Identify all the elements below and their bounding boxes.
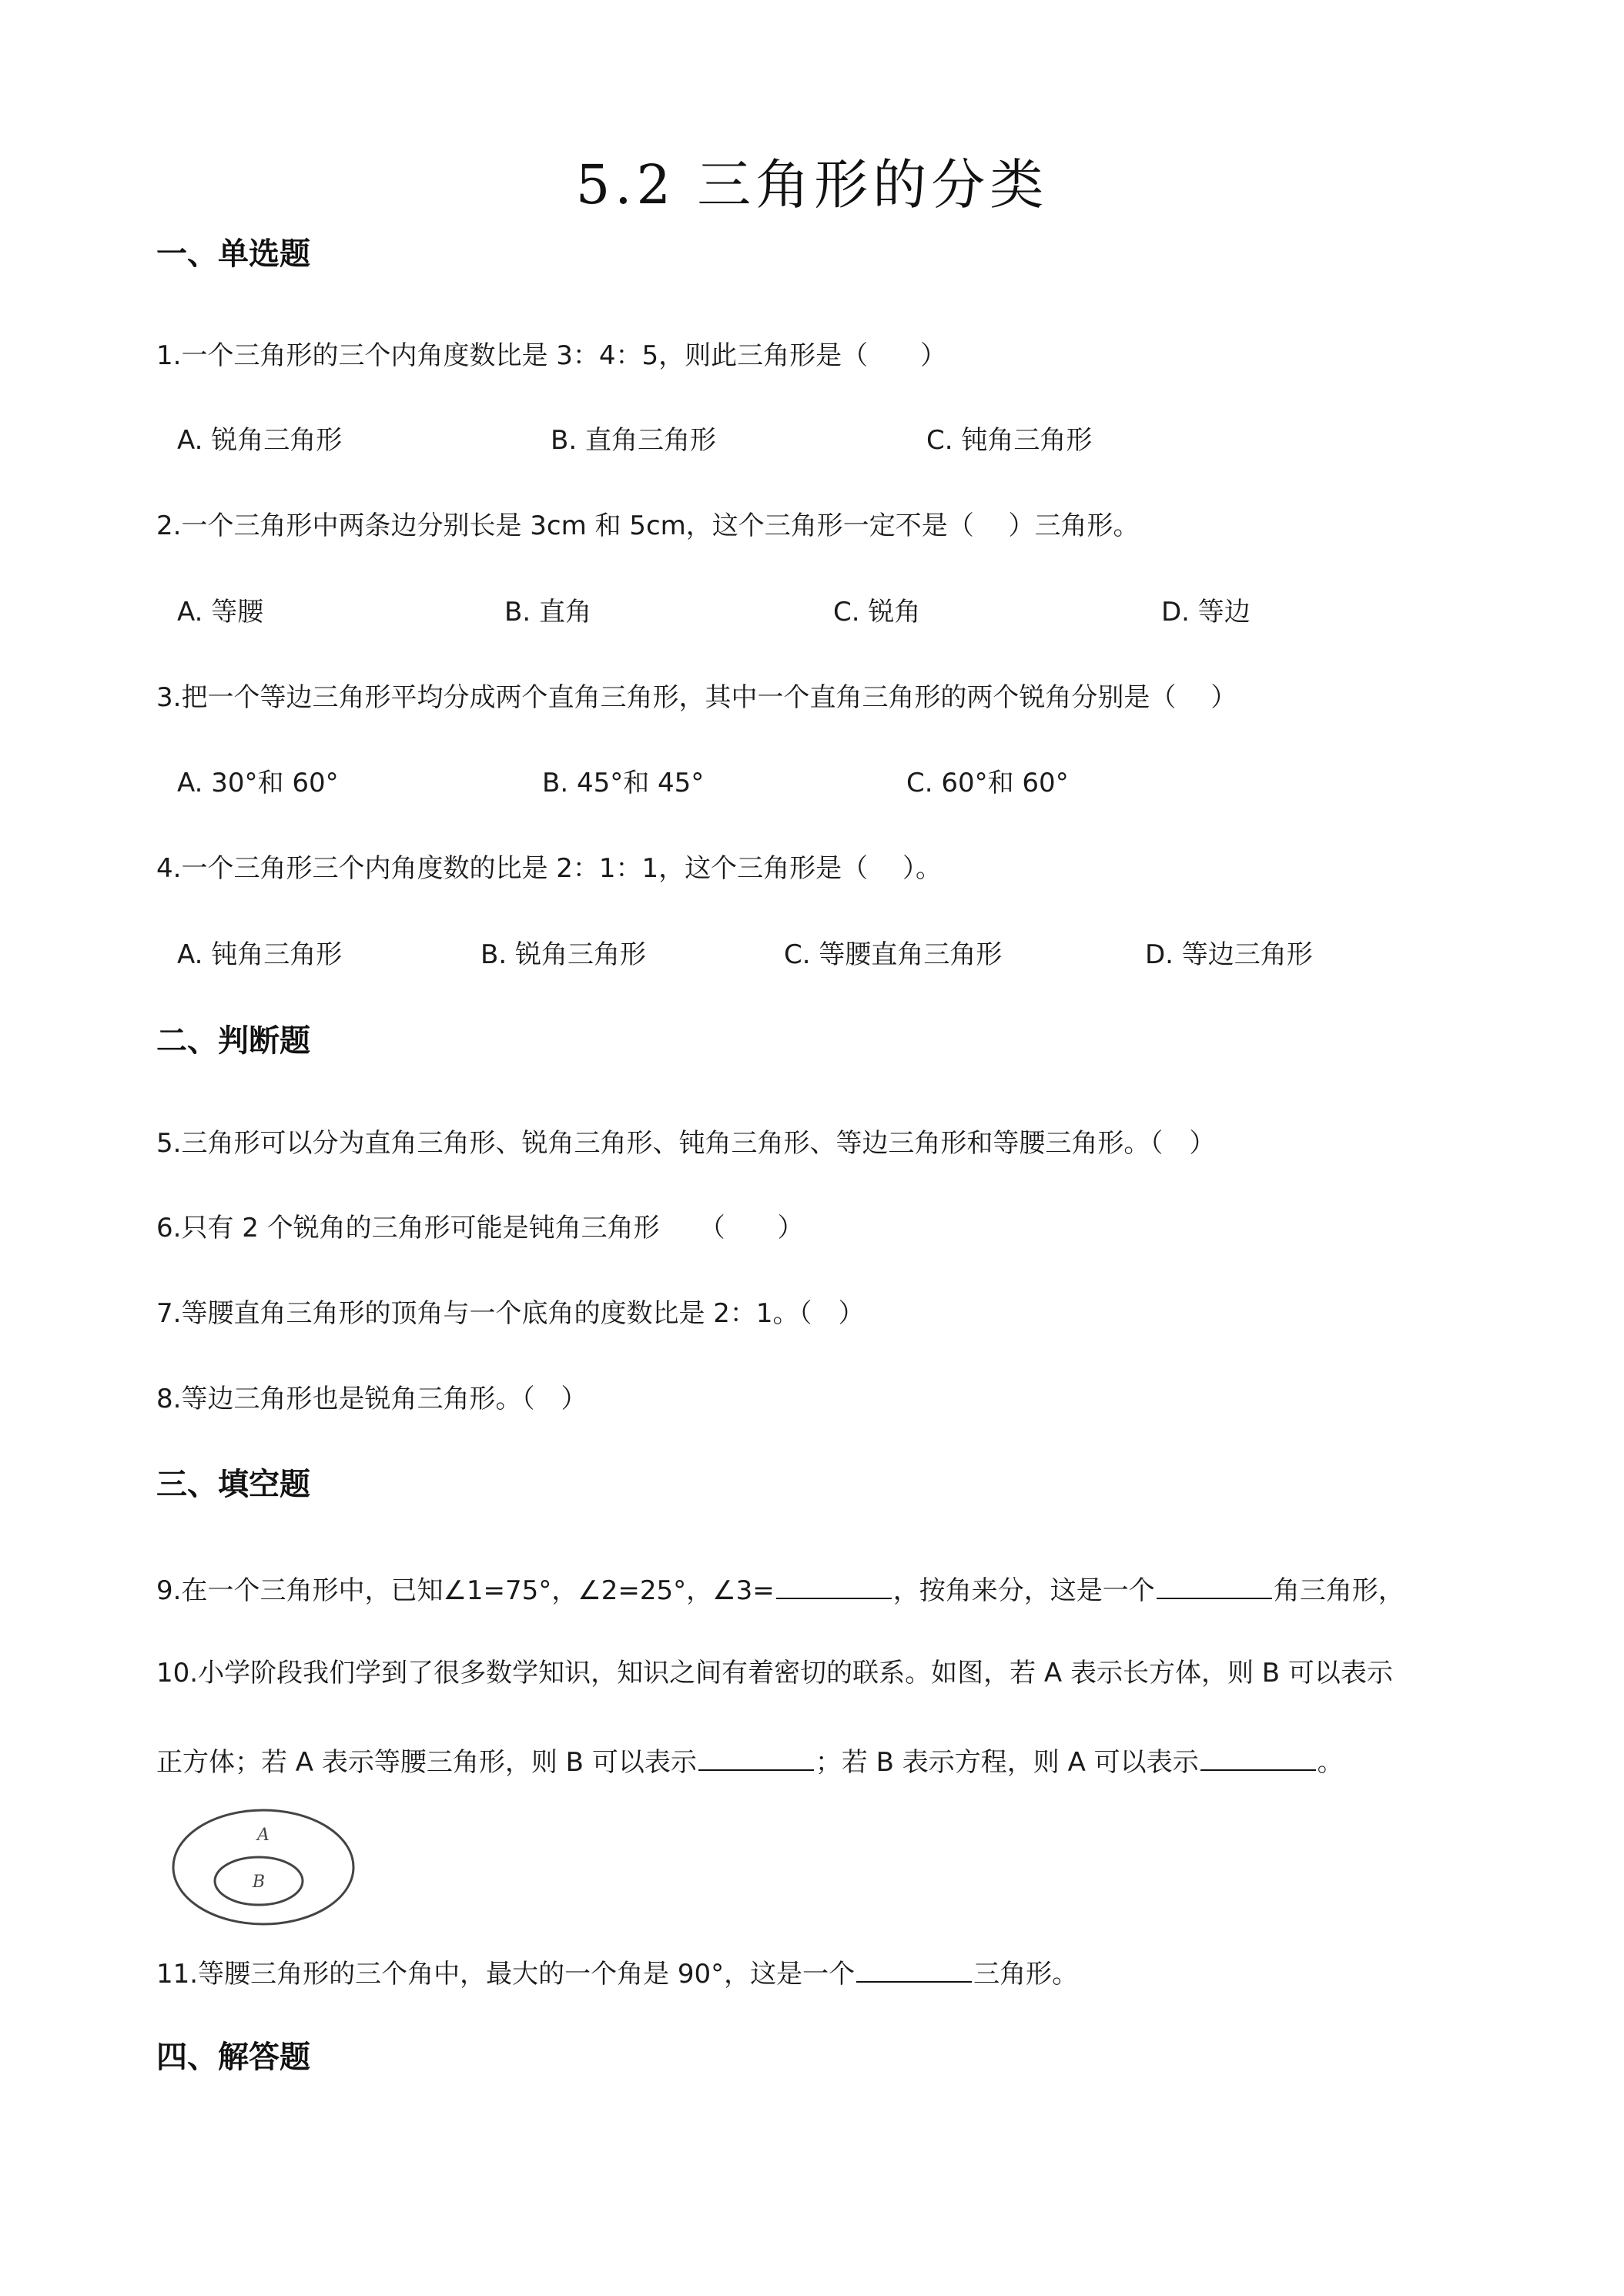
question-8: 8.等边三角形也是锐角三角形。（ ） [156, 1384, 588, 1414]
q3-option-b: B. 45°和 45° [542, 768, 705, 798]
q11-blank-1[interactable] [856, 1952, 972, 1983]
q4-option-c: C. 等腰直角三角形 [784, 939, 1003, 970]
question-5: 5.三角形可以分为直角三角形、锐角三角形、钝角三角形、等边三角形和等腰三角形。（ ） [156, 1128, 1216, 1159]
question-2: 2.一个三角形中两条边分别长是 3cm 和 5cm，这个三角形一定不是（ ）三角形。 [156, 510, 1140, 541]
q9-text-3: 角三角形， [1273, 1575, 1405, 1606]
question-11 [156, 1952, 1078, 1993]
q2-option-c: C. 锐角 [833, 597, 921, 628]
question-3: 3.把一个等边三角形平均分成两个直角三角形，其中一个直角三角形的两个锐角分别是（ ） [156, 682, 1237, 713]
label-b: B [252, 1873, 266, 1892]
question-10-line-2 [156, 1740, 1344, 1782]
q10-nested-ellipse-diagram [169, 1806, 362, 1929]
question-7: 7.等腰直角三角形的顶角与一个底角的度数比是 2：1。（ ） [156, 1298, 865, 1329]
q9-blank-1[interactable] [776, 1568, 892, 1599]
q3-option-c: C. 60°和 60° [906, 768, 1069, 798]
section-heading-single-choice: 一、单选题 [156, 236, 310, 272]
q4-option-b: B. 锐角三角形 [481, 939, 646, 970]
q10-blank-1[interactable] [698, 1740, 814, 1771]
q4-option-a: A. 钝角三角形 [177, 939, 343, 970]
q1-option-c: C. 钝角三角形 [926, 425, 1093, 456]
question-6: 6.只有 2 个锐角的三角形可能是钝角三角形 （ ） [156, 1213, 804, 1243]
q2-option-a: A. 等腰 [177, 597, 264, 628]
q3-option-a: A. 30°和 60° [177, 768, 339, 798]
section-heading-solve: 四、解答题 [156, 2040, 310, 2075]
q11-text-2: 三角形。 [973, 1959, 1079, 1990]
question-10-line-1: 10.小学阶段我们学到了很多数学知识，知识之间有着密切的联系。如图，若 A 表示长方体，则 B 可以表示 [156, 1658, 1393, 1689]
page-title: 5.2 三角形的分类 [575, 153, 1049, 216]
q10-text-1: 正方体；若 A 表示等腰三角形，则 B 可以表示 [156, 1747, 697, 1778]
question-1: 1.一个三角形的三个内角度数比是 3：4：5，则此三角形是（ ） [156, 340, 947, 371]
q2-option-b: B. 直角 [504, 597, 591, 628]
q1-option-a: A. 锐角三角形 [177, 425, 343, 456]
question-9 [156, 1568, 1405, 1610]
q9-text-1: 9.在一个三角形中，已知∠1=75°，∠2=25°，∠3= [156, 1575, 775, 1606]
label-a: A [257, 1826, 270, 1845]
q11-text-1: 11.等腰三角形的三个角中，最大的一个角是 90°，这是一个 [156, 1959, 856, 1990]
q4-option-d: D. 等边三角形 [1145, 939, 1313, 970]
question-4: 4.一个三角形三个内角度数的比是 2：1：1，这个三角形是（ ）。 [156, 853, 942, 884]
section-heading-true-false: 二、判断题 [156, 1023, 310, 1059]
q2-option-d: D. 等边 [1161, 597, 1251, 628]
section-heading-fill-blank: 三、填空题 [156, 1467, 310, 1502]
q10-text-3: 。 [1317, 1747, 1344, 1778]
q10-text-2: ；若 B 表示方程，则 A 可以表示 [815, 1747, 1199, 1778]
q10-blank-2[interactable] [1200, 1740, 1316, 1771]
q9-blank-2[interactable] [1157, 1568, 1272, 1599]
q1-option-b: B. 直角三角形 [551, 425, 716, 456]
q9-text-2: ，按角来分，这是一个 [892, 1575, 1155, 1606]
